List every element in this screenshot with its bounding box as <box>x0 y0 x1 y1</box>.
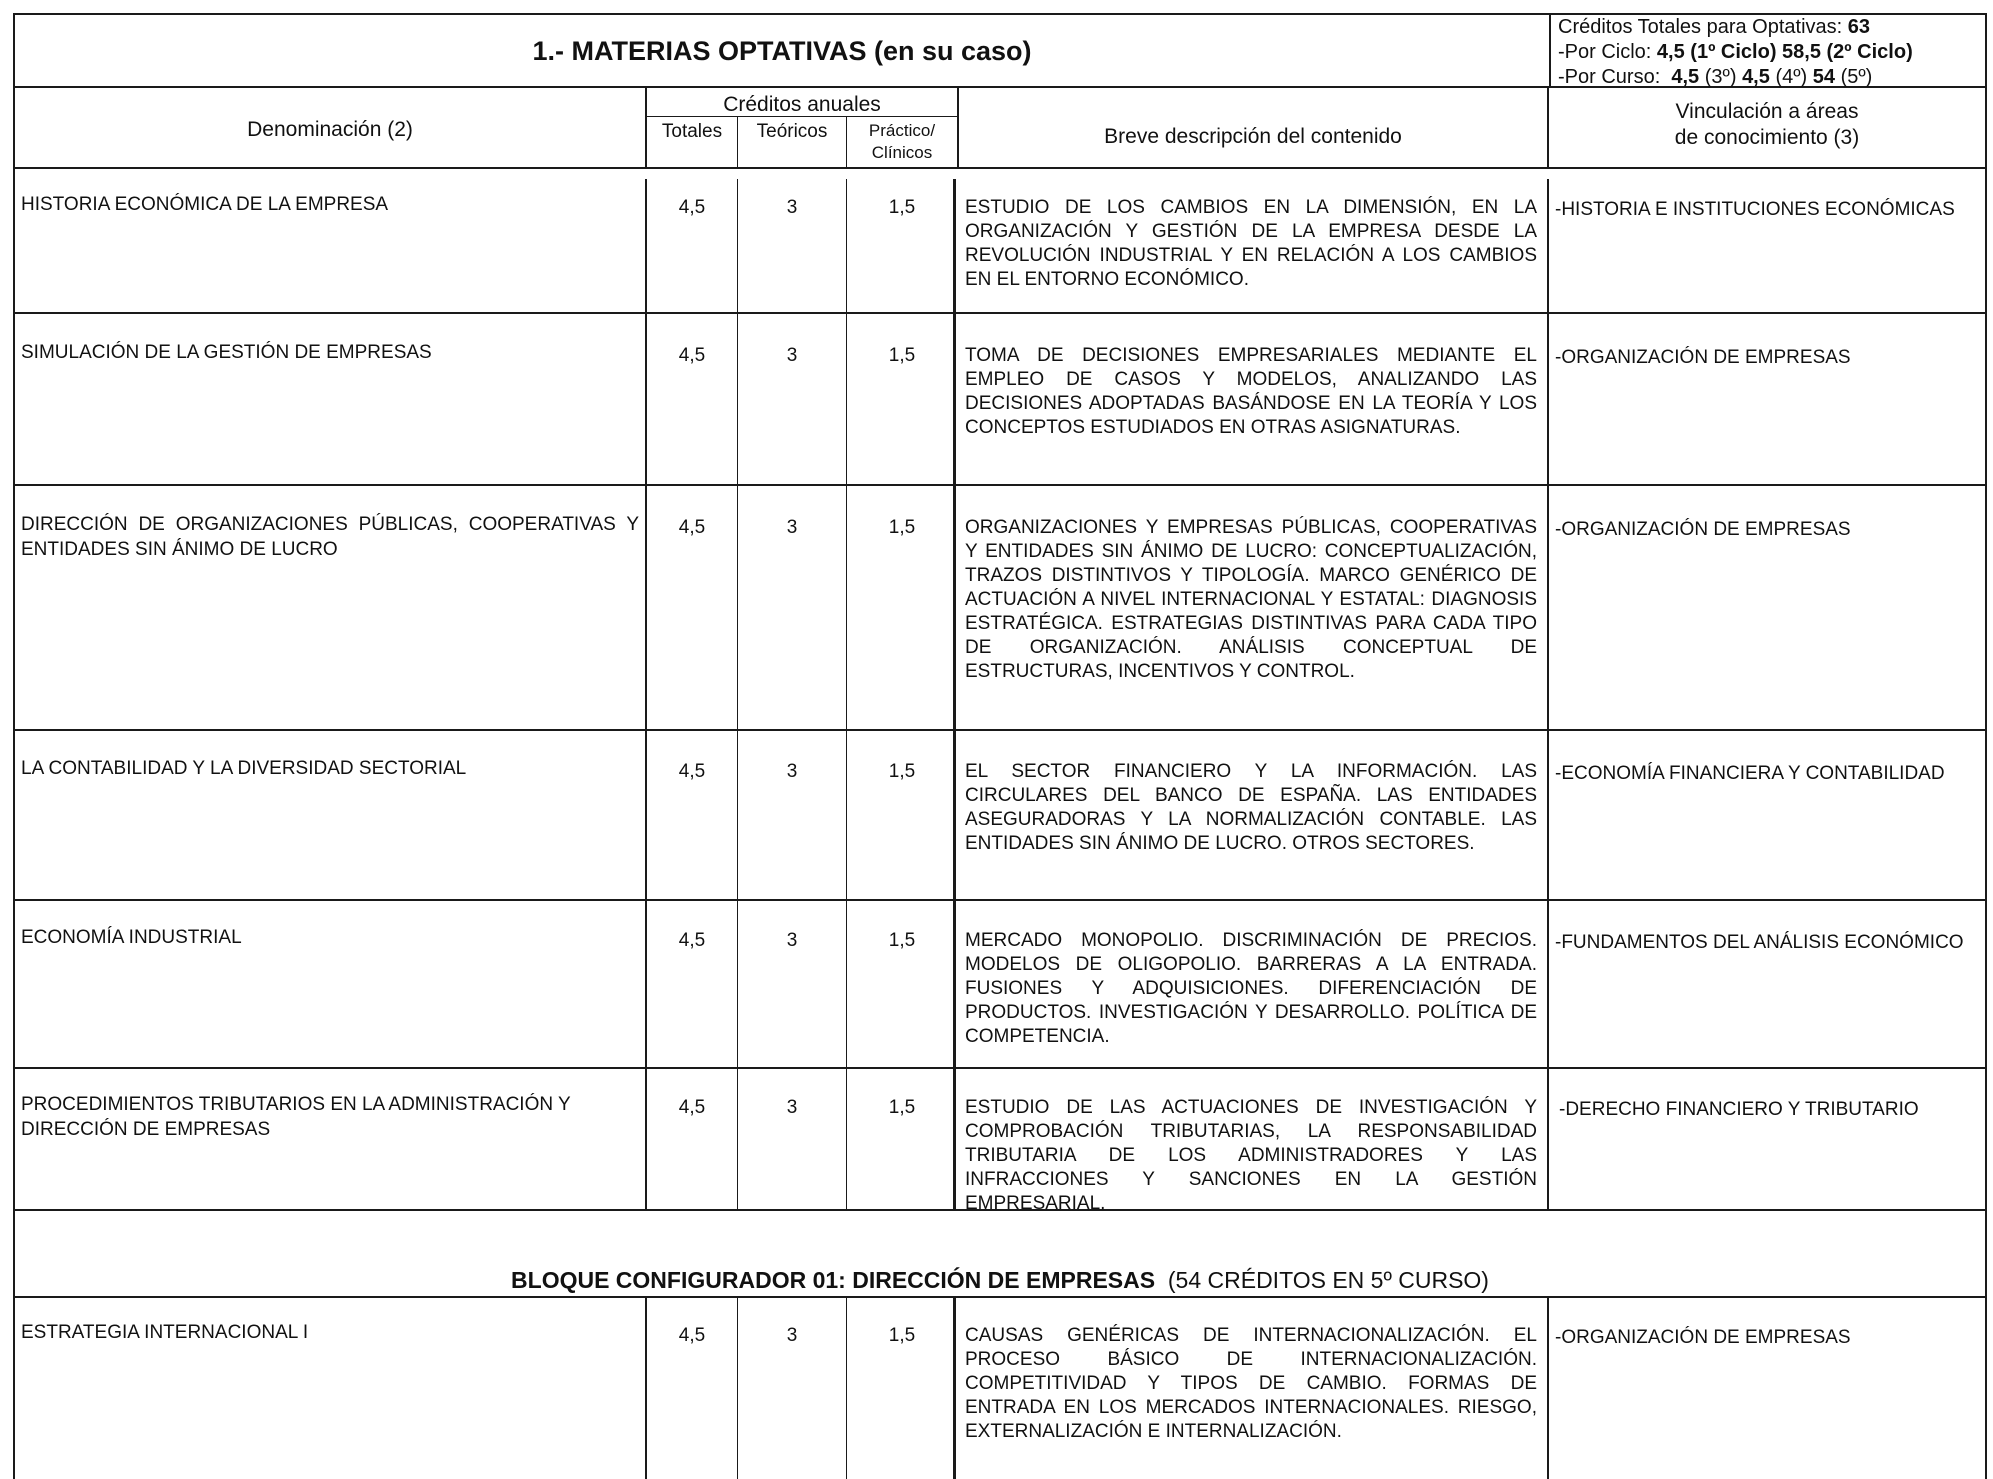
rule <box>13 899 1987 901</box>
rule <box>13 167 1987 169</box>
row-teoricos: 3 <box>786 517 798 538</box>
rule <box>13 484 1987 486</box>
page-title: 1.- MATERIAS OPTATIVAS (en su caso) <box>532 36 1032 66</box>
row-teoricos: 3 <box>786 1097 798 1118</box>
row-name: DIRECCIÓN DE ORGANIZACIONES PÚBLICAS, COOPERATIVAS Y ENTIDADES SIN ÁNIMO DE LUCRO <box>21 514 639 560</box>
row-description: ORGANIZACIONES Y EMPRESAS PÚBLICAS, COOPERATIVAS Y ENTIDADES SIN ÁNIMO DE LUCRO: CONCEPTUALIZACIÓN, TRAZOS DISTINTIVOS Y TIPOLOGÍA. MARCO GENÉRICO DE ACTUACIÓN A NIVEL INTERNACIONAL Y ESTATAL: DIAGNOSIS ESTRATÉGICA. ESTRATEGIAS DISTINTIVAS PARA CADA TIPO DE ORGANIZACIÓN. ANÁLISIS CONCEPTUAL DE ESTRUCTURAS, INCENTIVOS Y CONTROL. <box>965 517 1537 682</box>
ciclo-value: 4,5 (1º Ciclo) 58,5 (2º Ciclo) <box>1656 41 1913 63</box>
row-totales: 4,5 <box>678 930 706 951</box>
rule <box>13 1296 1987 1298</box>
row-totales: 4,5 <box>678 761 706 782</box>
total-label: Créditos Totales para Optativas: <box>1558 16 1843 38</box>
row-totales: 4,5 <box>678 1325 706 1346</box>
row-teoricos: 3 <box>786 930 798 951</box>
row-totales: 4,5 <box>678 345 706 366</box>
row-description: EL SECTOR FINANCIERO Y LA INFORMACIÓN. LAS CIRCULARES DEL BANCO DE ESPAÑA. LAS ENTIDADES ASEGURADORAS Y LA NORMALIZACIÓN CONTABLE. LAS ENTIDADES SIN ÁNIMO DE LUCRO. OTROS SECTORES. <box>965 761 1537 854</box>
row-teoricos: 3 <box>786 761 798 782</box>
rule <box>846 179 847 1210</box>
rule <box>1985 13 1987 1479</box>
column-header-practicos: Práctico/ Clínicos <box>868 121 936 162</box>
row-teoricos: 3 <box>786 1325 798 1346</box>
row-practicos: 1,5 <box>888 517 916 538</box>
row-name: ECONOMÍA INDUSTRIAL <box>21 927 242 948</box>
row-totales: 4,5 <box>678 197 706 218</box>
row-area: -ORGANIZACIÓN DE EMPRESAS <box>1555 519 1851 540</box>
block-heading <box>15 1240 1985 1294</box>
rule <box>1547 179 1549 1210</box>
block-label: BLOQUE CONFIGURADOR 01: DIRECCIÓN DE EMPRESAS <box>511 1267 1156 1293</box>
row-area: -ORGANIZACIÓN DE EMPRESAS <box>1555 1327 1851 1348</box>
row-practicos: 1,5 <box>888 930 916 951</box>
curso-year-3: (5º) <box>1840 66 1873 88</box>
rule <box>953 179 956 1210</box>
row-description: ESTUDIO DE LOS CAMBIOS EN LA DIMENSIÓN, EN LA ORGANIZACIÓN Y GESTIÓN DE LA EMPRESA DESDE LA REVOLUCIÓN INDUSTRIAL Y EN RELACIÓN A LOS CAMBIOS EN EL ENTORNO ECONÓMICO. <box>965 197 1537 290</box>
column-header-descripcion: Breve descripción del contenido <box>1104 125 1402 148</box>
curso-year-1: (3º) <box>1704 66 1737 88</box>
column-header-totales: Totales <box>661 121 723 142</box>
rule <box>737 179 738 1210</box>
curso-value-1: 4,5 <box>1671 66 1700 88</box>
row-practicos: 1,5 <box>888 761 916 782</box>
row-name: SIMULACIÓN DE LA GESTIÓN DE EMPRESAS <box>21 342 432 363</box>
row-area: -FUNDAMENTOS DEL ANÁLISIS ECONÓMICO <box>1555 932 1964 953</box>
row-practicos: 1,5 <box>888 1325 916 1346</box>
rule <box>13 729 1987 731</box>
row-teoricos: 3 <box>786 345 798 366</box>
curso-year-2: (4º) <box>1775 66 1808 88</box>
curso-value-2: 4,5 <box>1742 66 1770 88</box>
row-area: -ORGANIZACIÓN DE EMPRESAS <box>1555 347 1851 368</box>
total-value: 63 <box>1847 16 1871 38</box>
row-practicos: 1,5 <box>888 345 916 366</box>
column-header-vinculacion: Vinculación a áreas de conocimiento (3) <box>1674 100 1860 149</box>
rule <box>1549 13 1551 88</box>
row-name: ESTRATEGIA INTERNACIONAL I <box>21 1322 309 1343</box>
row-name: PROCEDIMIENTOS TRIBUTARIOS EN LA ADMINISTRACIÓN Y DIRECCIÓN DE EMPRESAS <box>21 1094 571 1140</box>
column-header-teoricos: Teóricos <box>756 121 828 142</box>
row-area: -HISTORIA E INSTITUCIONES ECONÓMICAS <box>1555 199 1955 220</box>
row-description: MERCADO MONOPOLIO. DISCRIMINACIÓN DE PRECIOS. MODELOS DE OLIGOPOLIO. BARRERAS A LA ENTRADA. FUSIONES Y ADQUISICIONES. DIFERENCIACIÓN DE PRODUCTOS. INVESTIGACIÓN Y DESARROLLO. POLÍTICA DE COMPETENCIA. <box>965 930 1537 1047</box>
rule <box>645 179 647 1210</box>
rule <box>1547 1297 1549 1479</box>
ciclo-label: -Por Ciclo: <box>1558 41 1652 63</box>
row-area: -DERECHO FINANCIERO Y TRIBUTARIO <box>1559 1099 1919 1120</box>
rule <box>13 312 1987 314</box>
row-practicos: 1,5 <box>888 1097 916 1118</box>
credits-summary <box>1558 15 1983 90</box>
row-name: LA CONTABILIDAD Y LA DIVERSIDAD SECTORIAL <box>21 758 467 779</box>
block-note: (54 CRÉDITOS EN 5º CURSO) <box>1167 1267 1489 1293</box>
row-practicos: 1,5 <box>888 197 916 218</box>
row-name: HISTORIA ECONÓMICA DE LA EMPRESA <box>21 194 389 215</box>
rule <box>13 1067 1987 1069</box>
row-totales: 4,5 <box>678 517 706 538</box>
row-description: TOMA DE DECISIONES EMPRESARIALES MEDIANTE EL EMPLEO DE CASOS Y MODELOS, ANALIZANDO LAS DECISIONES ADOPTADAS BASÁNDOSE EN LA TEORÍA Y LOS CONCEPTOS ESTUDIADOS EN OTRAS ASIGNATURAS. <box>965 345 1537 438</box>
column-header-creditos: Créditos anuales <box>723 93 881 116</box>
row-description: ESTUDIO DE LAS ACTUACIONES DE INVESTIGACIÓN Y COMPROBACIÓN TRIBUTARIAS, LA RESPONSABILIDAD TRIBUTARIA DE LOS ADMINISTRADORES Y LAS INFRACCIONES Y SANCIONES EN LA GESTIÓN EMPRESARIAL. <box>965 1097 1537 1214</box>
row-totales: 4,5 <box>678 1097 706 1118</box>
row-description: CAUSAS GENÉRICAS DE INTERNACIONALIZACIÓN. EL PROCESO BÁSICO DE INTERNACIONALIZACIÓN. COMPETITIVIDAD Y TIPOS DE CAMBIO. FORMAS DE ENTRADA EN LOS MERCADOS INTERNACIONALES. RIESGO, EXTERNALIZACIÓN E INTERNALIZACIÓN. <box>965 1325 1537 1442</box>
row-teoricos: 3 <box>786 197 798 218</box>
row-area: -ECONOMÍA FINANCIERA Y CONTABILIDAD <box>1555 763 1945 784</box>
column-header-denominacion: Denominación (2) <box>247 118 413 141</box>
curso-label: -Por Curso: <box>1558 66 1661 88</box>
curso-value-3: 54 <box>1812 66 1835 88</box>
